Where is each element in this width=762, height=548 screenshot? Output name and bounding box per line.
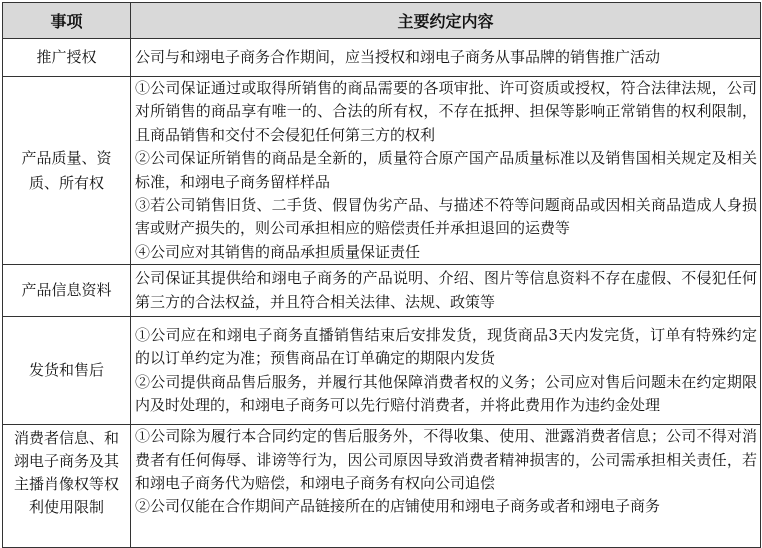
row-item: 产品质量、资质、所有权 [3, 77, 131, 265]
content-paragraph: ②公司保证所销售的商品是全新的，质量符合原产国产品质量标准以及销售国相关规定及相关标准，和翊电子商务留样样品 [135, 149, 757, 191]
row-item: 产品信息资料 [3, 265, 131, 317]
content-paragraph: 公司与和翊电子商务合作期间，应当授权和翊电子商务从事品牌的销售推广活动 [135, 47, 661, 66]
table-row [3, 77, 761, 265]
row-content [131, 425, 761, 548]
content-paragraph: ②公司仅能在合作期间产品链接所在的店铺使用和翊电子商务或者和翊电子商务 [135, 497, 661, 516]
row-content [131, 265, 761, 317]
table-row [3, 317, 761, 425]
header-content: 主要约定内容 [131, 3, 761, 39]
row-item: 消费者信息、和翊电子商务及其主播肖像权等权利使用限制 [3, 425, 131, 548]
row-item: 推广授权 [3, 39, 131, 77]
table-row [3, 39, 761, 77]
content-paragraph: ①公司应在和翊电子商务直播销售结束后安排发货，现货商品3天内发完货，订单有特殊约定的以订单约定为准；预售商品在订单确定的期限内发货 [135, 325, 757, 368]
content-paragraph: ①公司除为履行本合同约定的售后服务外，不得收集、使用、泄露消费者信息；公司不得对消费者有任何侮辱、诽谤等行为，因公司原因导致消费者精神损害的，公司需承担相关责任，若和翊电子商务代为赔偿，和翊电子商务有权向公司追偿 [135, 427, 757, 493]
row-item: 发货和售后 [3, 317, 131, 425]
content-paragraph: ③若公司销售旧货、二手货、假冒伪劣产品、与描述不符等问题商品或因相关商品造成人身损害或财产损失的，则公司承担相应的赔偿责任并承担退回的运费等 [135, 196, 757, 238]
agreement-table [2, 2, 761, 548]
table-row [3, 265, 761, 317]
header-item: 事项 [3, 3, 131, 39]
content-paragraph: 公司保证其提供给和翊电子商务的产品说明、介绍、图片等信息资料不存在虚假、不侵犯任何第三方的合法权益，并且符合相关法律、法规、政策等 [135, 269, 757, 311]
content-paragraph: ①公司保证通过或取得所销售的商品需要的各项审批、许可资质或授权，符合法律法规，公司对所销售的商品享有唯一的、合法的所有权，不存在抵押、担保等影响正常销售的权利限制，且商品销售和交付不会侵犯任何第三方的权利 [135, 79, 757, 144]
row-content [131, 39, 761, 77]
content-paragraph: ④公司应对其销售的商品承担质量保证责任 [135, 242, 421, 261]
header-row [3, 3, 761, 39]
row-content [131, 77, 761, 265]
row-content [131, 317, 761, 425]
content-paragraph: ②公司提供商品售后服务，并履行其他保障消费者权的义务；公司应对售后问题未在约定期限内及时处理的，和翊电子商务可以先行赔付消费者，并将此费用作为违约金处理 [135, 372, 757, 415]
table-row [3, 425, 761, 548]
